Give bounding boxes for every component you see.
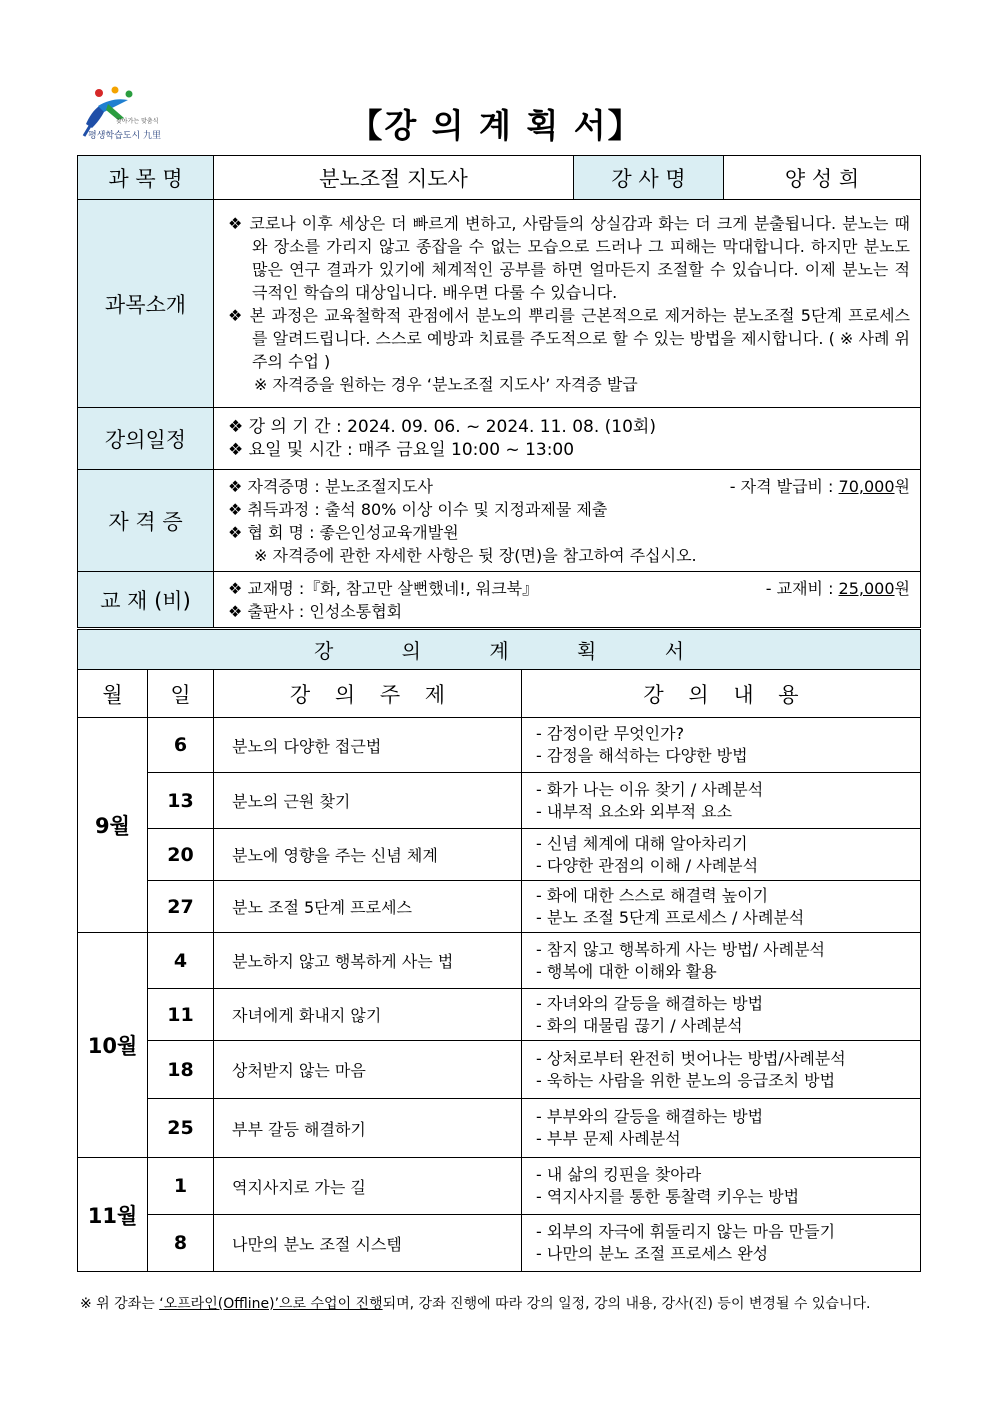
schedule-content	[214, 408, 921, 470]
page-title: 【강 의 계 획 서】	[349, 106, 643, 145]
topic-cell: 상처받지 않는 마음	[214, 1041, 522, 1099]
table-row	[78, 829, 921, 881]
course-info-table	[77, 155, 921, 628]
book-publisher: ❖ 출판사 : 인성소통협회	[228, 601, 403, 621]
table-row	[78, 933, 921, 989]
month-cell: 9월	[78, 718, 148, 933]
content-cell: - 신념 체계에 대해 알아차리기 - 다양한 관점의 이해 / 사례분석	[522, 829, 921, 881]
content-cell: - 화에 대한 스스로 해결력 높이기 - 분노 조절 5단계 프로세스 / 사례분석	[522, 881, 921, 933]
topic-cell: 부부 갈등 해결하기	[214, 1099, 522, 1158]
month-cell: 11월	[78, 1158, 148, 1272]
footer-offline-note: ‘오프라인(Offline)’으로 수업이 진행	[159, 1296, 383, 1312]
cert-requirement: ❖ 취득과정 : 출석 80% 이상 이수 및 지정과제물 제출	[228, 499, 608, 519]
logo-tagline: 찾아가는 맞춤식	[116, 118, 159, 125]
subject-label: 과 목 명	[78, 156, 214, 200]
subject-value: 분노조절 지도사	[214, 156, 574, 200]
content-cell: - 화가 나는 이유 찾기 / 사례분석 - 내부적 요소와 외부적 요소	[522, 773, 921, 829]
intro-item: ❖ 코로나 이후 세상은 더 빠르게 변하고, 사람들의 상실감과 화는 더 크게 분출됩니다. 분노는 때와 장소를 가리지 않고 종잡을 수 없는 모습으로 드러나 그 피해는 막대합니다. 하지만 분노도 많은 연구 결과가 있기에 체계적인 공부를 하면 얼마든지 조절할 수 있습니다. 이제 분노는 적극적인 학습의 대상입니다. 배우면 다룰 수 있습니다.	[228, 213, 910, 302]
table-row	[78, 1158, 921, 1215]
day-cell: 25	[148, 1099, 214, 1158]
topic-cell: 자녀에게 화내지 않기	[214, 989, 522, 1041]
footer-note: ※ 위 강좌는 ‘오프라인(Offline)’으로 수업이 진행되며, 강좌 진행에 따라 강의 일정, 강의 내용, 강사(진) 등이 변경될 수 있습니다.	[80, 1296, 871, 1312]
cert-content	[214, 470, 921, 572]
book-name-row	[228, 577, 910, 600]
day-cell: 18	[148, 1041, 214, 1099]
topic-cell: 역지사지로 가는 길	[214, 1158, 522, 1215]
col-content: 강 의 내 용	[522, 670, 921, 718]
col-day: 일	[148, 670, 214, 718]
cert-label: 자 격 증	[78, 470, 214, 572]
topic-cell: 분노에 영향을 주는 신념 체계	[214, 829, 522, 881]
cert-association: ❖ 협 회 명 : 좋은인성교육개발원	[228, 522, 459, 542]
content-cell: - 내 삶의 킹핀을 찾아라 - 역지사지를 통한 통찰력 키우는 방법	[522, 1158, 921, 1215]
topic-cell: 나만의 분노 조절 시스템	[214, 1215, 522, 1272]
content-cell: - 감정이란 무엇인가? - 감정을 해석하는 다양한 방법	[522, 718, 921, 773]
table-row	[78, 989, 921, 1041]
table-row	[78, 773, 921, 829]
cert-note: ※ 자격증에 관한 자세한 사항은 뒷 장(면)을 참고하여 주십시오.	[254, 545, 697, 565]
content-cell: - 외부의 자극에 휘둘리지 않는 마음 만들기 - 나만의 분노 조절 프로세스 완성	[522, 1215, 921, 1272]
book-name: ❖ 교재명 :『화, 참고만 살뻔했네!, 워크북』	[228, 578, 539, 598]
content-cell: - 자녀와의 갈등을 해결하는 방법 - 화의 대물림 끊기 / 사례분석	[522, 989, 921, 1041]
cert-name-row	[228, 475, 910, 498]
day-cell: 6	[148, 718, 214, 773]
content-cell: - 부부와의 갈등을 해결하는 방법 - 부부 문제 사례분석	[522, 1099, 921, 1158]
logo-city-name: 평생학습도시 九里	[88, 131, 162, 141]
table-row	[78, 1041, 921, 1099]
intro-label: 과목소개	[78, 200, 214, 408]
day-cell: 27	[148, 881, 214, 933]
intro-note: ※ 자격증을 원하는 경우 ‘분노조절 지도사’ 자격증 발급	[254, 374, 638, 394]
col-month: 월	[78, 670, 148, 718]
schedule-time: ❖ 요일 및 시간 : 매주 금요일 10:00 ~ 13:00	[228, 439, 575, 460]
table-row	[78, 718, 921, 773]
instructor-label: 강 사 명	[574, 156, 724, 200]
day-cell: 8	[148, 1215, 214, 1272]
content-cell: - 참지 않고 행복하게 사는 방법/ 사례분석 - 행복에 대한 이해와 활용	[522, 933, 921, 989]
day-cell: 20	[148, 829, 214, 881]
day-cell: 1	[148, 1158, 214, 1215]
topic-cell: 분노하지 않고 행복하게 사는 법	[214, 933, 522, 989]
lecture-plan-table	[77, 629, 921, 1272]
col-topic: 강 의 주 제	[214, 670, 522, 718]
table-row	[78, 1099, 921, 1158]
book-content	[214, 572, 921, 628]
table-row	[78, 881, 921, 933]
cert-name: ❖ 자격증명 : 분노조절지도사	[228, 476, 434, 496]
book-label: 교 재 (비)	[78, 572, 214, 628]
intro-content	[214, 200, 921, 408]
day-cell: 13	[148, 773, 214, 829]
schedule-label: 강의일정	[78, 408, 214, 470]
day-cell: 4	[148, 933, 214, 989]
plan-section-title: 강 의 계 획 서	[78, 630, 921, 670]
intro-item: ❖ 본 과정은 교육철학적 관점에서 분노의 뿌리를 근본적으로 제거하는 분노조절 5단계 프로세스를 알려드립니다. 스스로 예방과 치료를 주도적으로 할 수 있는 방법을 제시합니다. ( ※ 사례 위주의 수업 )	[228, 305, 910, 371]
table-row	[78, 1215, 921, 1272]
topic-cell: 분노의 다양한 접근법	[214, 718, 522, 773]
day-cell: 11	[148, 989, 214, 1041]
topic-cell: 분노의 근원 찾기	[214, 773, 522, 829]
book-fee: - 교재비 : 25,000원	[765, 578, 910, 598]
content-cell: - 상처로부터 완전히 벗어나는 방법/사례분석 - 욱하는 사람을 위한 분노의 응급조치 방법	[522, 1041, 921, 1099]
cert-fee: - 자격 발급비 : 70,000원	[729, 476, 910, 496]
schedule-period: ❖ 강 의 기 간 : 2024. 09. 06. ~ 2024. 11. 08. (10회)	[228, 416, 656, 437]
topic-cell: 분노 조절 5단계 프로세스	[214, 881, 522, 933]
month-cell: 10월	[78, 933, 148, 1158]
instructor-value: 양 성 희	[724, 156, 921, 200]
